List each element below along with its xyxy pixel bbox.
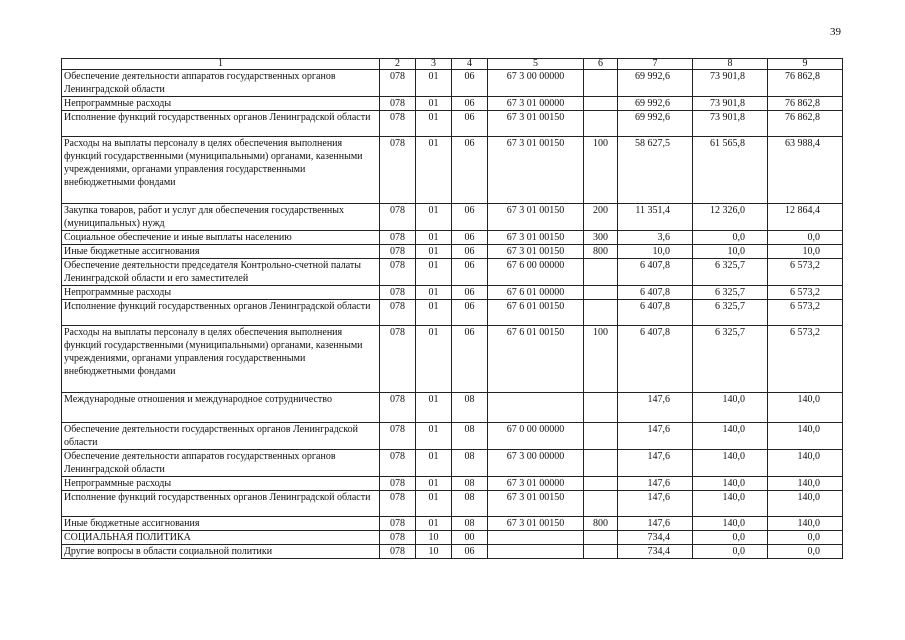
amount-cell-year3: 140,0 — [768, 450, 843, 477]
row-name-cell: Иные бюджетные ассигнования — [62, 245, 380, 259]
code-cell: 078 — [380, 245, 416, 259]
table-row — [62, 450, 843, 477]
amount-cell-year1: 147,6 — [618, 477, 693, 491]
table-row — [62, 477, 843, 491]
subsection-cell: 06 — [452, 286, 488, 300]
expense-type-cell — [584, 97, 618, 111]
amount-cell-year2: 73 901,8 — [693, 97, 768, 111]
code-cell: 078 — [380, 70, 416, 97]
row-name-cell: Иные бюджетные ассигнования — [62, 517, 380, 531]
amount-cell-year3: 0,0 — [768, 545, 843, 559]
subsection-cell: 08 — [452, 450, 488, 477]
row-name-cell: Исполнение функций государственных органов Ленинградской области — [62, 491, 380, 517]
expense-type-cell: 800 — [584, 517, 618, 531]
amount-cell-year1: 734,4 — [618, 531, 693, 545]
target-article-cell: 67 6 00 00000 — [488, 259, 584, 286]
subsection-cell: 06 — [452, 245, 488, 259]
amount-cell-year2: 6 325,7 — [693, 286, 768, 300]
target-article-cell: 67 3 00 00000 — [488, 70, 584, 97]
subsection-cell: 06 — [452, 300, 488, 326]
table-row — [62, 393, 843, 423]
expense-type-cell — [584, 393, 618, 423]
code-cell: 078 — [380, 137, 416, 204]
subsection-cell: 06 — [452, 326, 488, 393]
expense-type-cell: 800 — [584, 245, 618, 259]
subsection-cell: 06 — [452, 231, 488, 245]
amount-cell-year1: 69 992,6 — [618, 97, 693, 111]
target-article-cell: 67 6 01 00150 — [488, 300, 584, 326]
table-body — [62, 70, 843, 559]
expense-type-cell: 100 — [584, 137, 618, 204]
target-article-cell: 67 3 00 00000 — [488, 450, 584, 477]
header-cell: 7 — [618, 59, 693, 70]
subsection-cell: 08 — [452, 477, 488, 491]
expense-type-cell — [584, 545, 618, 559]
target-article-cell: 67 3 01 00000 — [488, 97, 584, 111]
code-cell: 078 — [380, 204, 416, 231]
code-cell: 078 — [380, 517, 416, 531]
table-row — [62, 300, 843, 326]
subsection-cell: 08 — [452, 393, 488, 423]
expense-type-cell — [584, 300, 618, 326]
expense-type-cell — [584, 450, 618, 477]
row-name-cell: Обеспечение деятельности председателя Контрольно-счетной палаты Ленинградской области и его заместителей — [62, 259, 380, 286]
amount-cell-year3: 63 988,4 — [768, 137, 843, 204]
header-cell: 4 — [452, 59, 488, 70]
subsection-cell: 00 — [452, 531, 488, 545]
amount-cell-year1: 6 407,8 — [618, 259, 693, 286]
table-row — [62, 517, 843, 531]
section-cell: 01 — [416, 231, 452, 245]
subsection-cell: 06 — [452, 111, 488, 137]
amount-cell-year1: 147,6 — [618, 393, 693, 423]
section-cell: 01 — [416, 423, 452, 450]
amount-cell-year3: 6 573,2 — [768, 300, 843, 326]
amount-cell-year3: 6 573,2 — [768, 286, 843, 300]
amount-cell-year1: 147,6 — [618, 450, 693, 477]
section-cell: 01 — [416, 204, 452, 231]
target-article-cell: 67 3 01 00150 — [488, 111, 584, 137]
code-cell: 078 — [380, 97, 416, 111]
subsection-cell: 06 — [452, 204, 488, 231]
amount-cell-year3: 0,0 — [768, 231, 843, 245]
row-name-cell: Социальное обеспечение и иные выплаты населению — [62, 231, 380, 245]
header-cell: 3 — [416, 59, 452, 70]
row-name-cell: Исполнение функций государственных органов Ленинградской области — [62, 300, 380, 326]
amount-cell-year1: 69 992,6 — [618, 111, 693, 137]
amount-cell-year1: 147,6 — [618, 491, 693, 517]
target-article-cell: 67 6 01 00000 — [488, 286, 584, 300]
subsection-cell: 08 — [452, 517, 488, 531]
target-article-cell — [488, 531, 584, 545]
table-row — [62, 231, 843, 245]
code-cell: 078 — [380, 286, 416, 300]
amount-cell-year1: 147,6 — [618, 517, 693, 531]
section-cell: 01 — [416, 259, 452, 286]
amount-cell-year1: 3,6 — [618, 231, 693, 245]
table-row — [62, 531, 843, 545]
table-row — [62, 259, 843, 286]
code-cell: 078 — [380, 545, 416, 559]
amount-cell-year1: 11 351,4 — [618, 204, 693, 231]
table-row — [62, 245, 843, 259]
amount-cell-year3: 140,0 — [768, 517, 843, 531]
amount-cell-year3: 6 573,2 — [768, 326, 843, 393]
expense-type-cell — [584, 286, 618, 300]
amount-cell-year1: 10,0 — [618, 245, 693, 259]
section-cell: 01 — [416, 491, 452, 517]
code-cell: 078 — [380, 231, 416, 245]
expense-type-cell — [584, 259, 618, 286]
amount-cell-year2: 140,0 — [693, 450, 768, 477]
header-row — [62, 59, 843, 70]
amount-cell-year2: 140,0 — [693, 517, 768, 531]
code-cell: 078 — [380, 491, 416, 517]
amount-cell-year3: 140,0 — [768, 477, 843, 491]
subsection-cell: 08 — [452, 491, 488, 517]
subsection-cell: 08 — [452, 423, 488, 450]
table-row — [62, 137, 843, 204]
amount-cell-year2: 140,0 — [693, 423, 768, 450]
amount-cell-year1: 69 992,6 — [618, 70, 693, 97]
amount-cell-year3: 6 573,2 — [768, 259, 843, 286]
table-row — [62, 545, 843, 559]
amount-cell-year2: 6 325,7 — [693, 300, 768, 326]
table-row — [62, 204, 843, 231]
header-cell: 5 — [488, 59, 584, 70]
expense-type-cell — [584, 70, 618, 97]
target-article-cell: 67 3 01 00150 — [488, 491, 584, 517]
amount-cell-year2: 0,0 — [693, 545, 768, 559]
header-cell: 9 — [768, 59, 843, 70]
row-name-cell: Международные отношения и международное сотрудничество — [62, 393, 380, 423]
target-article-cell: 67 3 01 00000 — [488, 477, 584, 491]
expense-type-cell: 200 — [584, 204, 618, 231]
row-name-cell: Непрограммные расходы — [62, 97, 380, 111]
section-cell: 01 — [416, 326, 452, 393]
code-cell: 078 — [380, 531, 416, 545]
amount-cell-year3: 12 864,4 — [768, 204, 843, 231]
subsection-cell: 06 — [452, 137, 488, 204]
header-cell: 1 — [62, 59, 380, 70]
row-name-cell: СОЦИАЛЬНАЯ ПОЛИТИКА — [62, 531, 380, 545]
row-name-cell: Непрограммные расходы — [62, 286, 380, 300]
page-number: 39 — [830, 26, 841, 38]
amount-cell-year2: 73 901,8 — [693, 111, 768, 137]
section-cell: 01 — [416, 517, 452, 531]
section-cell: 01 — [416, 450, 452, 477]
row-name-cell: Исполнение функций государственных органов Ленинградской области — [62, 111, 380, 137]
table-row — [62, 70, 843, 97]
amount-cell-year2: 140,0 — [693, 477, 768, 491]
section-cell: 01 — [416, 393, 452, 423]
section-cell: 01 — [416, 286, 452, 300]
target-article-cell: 67 3 01 00150 — [488, 231, 584, 245]
target-article-cell: 67 3 01 00150 — [488, 245, 584, 259]
row-name-cell: Обеспечение деятельности аппаратов государственных органов Ленинградской области — [62, 450, 380, 477]
subsection-cell: 06 — [452, 97, 488, 111]
table-row — [62, 423, 843, 450]
header-cell: 2 — [380, 59, 416, 70]
expense-type-cell: 100 — [584, 326, 618, 393]
amount-cell-year3: 76 862,8 — [768, 97, 843, 111]
table-row — [62, 326, 843, 393]
target-article-cell: 67 3 01 00150 — [488, 204, 584, 231]
code-cell: 078 — [380, 423, 416, 450]
code-cell: 078 — [380, 393, 416, 423]
section-cell: 01 — [416, 70, 452, 97]
section-cell: 01 — [416, 137, 452, 204]
row-name-cell: Другие вопросы в области социальной политики — [62, 545, 380, 559]
code-cell: 078 — [380, 259, 416, 286]
amount-cell-year2: 140,0 — [693, 491, 768, 517]
target-article-cell — [488, 545, 584, 559]
amount-cell-year3: 140,0 — [768, 491, 843, 517]
subsection-cell: 06 — [452, 70, 488, 97]
code-cell: 078 — [380, 300, 416, 326]
amount-cell-year2: 73 901,8 — [693, 70, 768, 97]
amount-cell-year2: 0,0 — [693, 231, 768, 245]
target-article-cell: 67 3 01 00150 — [488, 517, 584, 531]
row-name-cell: Обеспечение деятельности государственных органов Ленинградской области — [62, 423, 380, 450]
amount-cell-year1: 734,4 — [618, 545, 693, 559]
section-cell: 01 — [416, 300, 452, 326]
amount-cell-year3: 0,0 — [768, 531, 843, 545]
table-row — [62, 286, 843, 300]
target-article-cell: 67 6 01 00150 — [488, 326, 584, 393]
amount-cell-year2: 140,0 — [693, 393, 768, 423]
section-cell: 10 — [416, 531, 452, 545]
target-article-cell: 67 3 01 00150 — [488, 137, 584, 204]
amount-cell-year3: 140,0 — [768, 423, 843, 450]
table-row — [62, 491, 843, 517]
amount-cell-year1: 6 407,8 — [618, 286, 693, 300]
subsection-cell: 06 — [452, 545, 488, 559]
section-cell: 01 — [416, 97, 452, 111]
row-name-cell: Расходы на выплаты персоналу в целях обеспечения выполнения функций государственными (муниципальными) органами, казенными учреждениями, органами управления государственными внебюджетными фондами — [62, 137, 380, 204]
row-name-cell: Расходы на выплаты персоналу в целях обеспечения выполнения функций государственными (муниципальными) органами, казенными учреждениями, органами управления государственными внебюджетными фондами — [62, 326, 380, 393]
amount-cell-year2: 0,0 — [693, 531, 768, 545]
section-cell: 10 — [416, 545, 452, 559]
section-cell: 01 — [416, 477, 452, 491]
amount-cell-year3: 10,0 — [768, 245, 843, 259]
expense-type-cell: 300 — [584, 231, 618, 245]
table-row — [62, 111, 843, 137]
target-article-cell — [488, 393, 584, 423]
amount-cell-year3: 140,0 — [768, 393, 843, 423]
row-name-cell: Непрограммные расходы — [62, 477, 380, 491]
section-cell: 01 — [416, 111, 452, 137]
expense-type-cell — [584, 111, 618, 137]
amount-cell-year2: 10,0 — [693, 245, 768, 259]
amount-cell-year2: 61 565,8 — [693, 137, 768, 204]
amount-cell-year2: 6 325,7 — [693, 326, 768, 393]
expense-type-cell — [584, 423, 618, 450]
row-name-cell: Закупка товаров, работ и услуг для обеспечения государственных (муниципальных) нужд — [62, 204, 380, 231]
code-cell: 078 — [380, 450, 416, 477]
amount-cell-year1: 6 407,8 — [618, 326, 693, 393]
amount-cell-year3: 76 862,8 — [768, 111, 843, 137]
expense-type-cell — [584, 531, 618, 545]
code-cell: 078 — [380, 477, 416, 491]
budget-table — [61, 58, 843, 559]
amount-cell-year1: 58 627,5 — [618, 137, 693, 204]
amount-cell-year2: 6 325,7 — [693, 259, 768, 286]
header-cell: 8 — [693, 59, 768, 70]
expense-type-cell — [584, 491, 618, 517]
subsection-cell: 06 — [452, 259, 488, 286]
expense-type-cell — [584, 477, 618, 491]
amount-cell-year2: 12 326,0 — [693, 204, 768, 231]
amount-cell-year1: 6 407,8 — [618, 300, 693, 326]
target-article-cell: 67 0 00 00000 — [488, 423, 584, 450]
code-cell: 078 — [380, 111, 416, 137]
code-cell: 078 — [380, 326, 416, 393]
amount-cell-year3: 76 862,8 — [768, 70, 843, 97]
table-row — [62, 97, 843, 111]
header-cell: 6 — [584, 59, 618, 70]
amount-cell-year1: 147,6 — [618, 423, 693, 450]
section-cell: 01 — [416, 245, 452, 259]
row-name-cell: Обеспечение деятельности аппаратов государственных органов Ленинградской области — [62, 70, 380, 97]
